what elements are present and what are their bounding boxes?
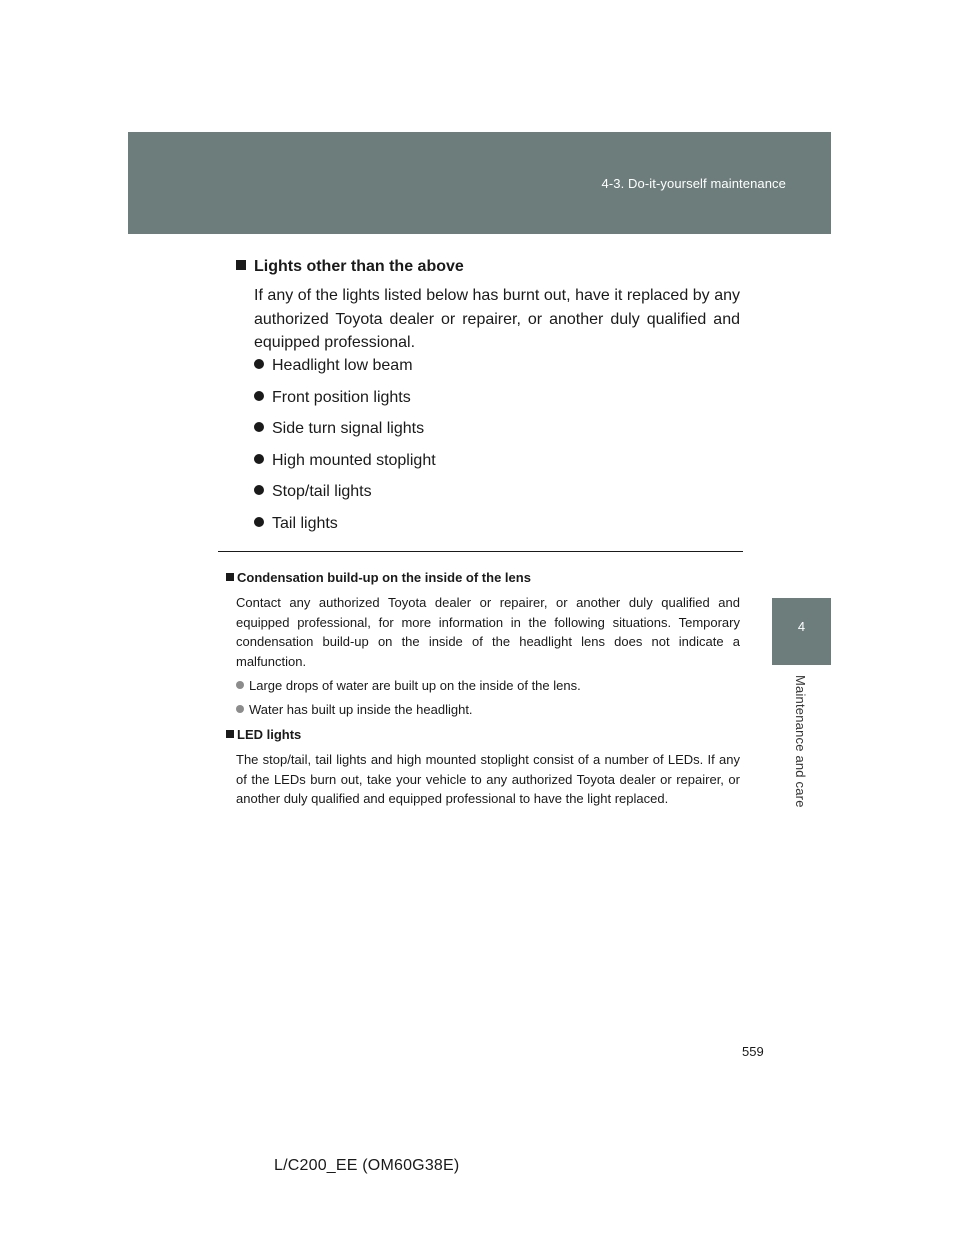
- bullet-dot-icon: [236, 705, 244, 713]
- note-bullet-text: Water has built up inside the headlight.: [249, 702, 473, 717]
- section-title: 4-3. Do-it-yourself maintenance: [601, 176, 786, 191]
- bullet-dot-icon: [254, 454, 264, 464]
- note-bullet: [236, 676, 740, 695]
- note-body-text: Contact any authorized Toyota dealer or repairer, or another duly qualified and equipped professional, for more information in the following situations. Temporary condensation build-up on the inside of the headlight lens does not indicate a malfunction.: [236, 595, 740, 669]
- document-code: L/C200_EE (OM60G38E): [274, 1157, 460, 1174]
- list-item: [254, 451, 436, 483]
- square-bullet-icon: [236, 260, 246, 270]
- list-item-text: High mounted stoplight: [272, 451, 436, 469]
- bullet-dot-icon: [254, 391, 264, 401]
- list-item-text: Headlight low beam: [272, 357, 413, 374]
- note-heading-text: Condensation build-up on the inside of the lens: [237, 570, 531, 585]
- main-heading-text: Lights other than the above: [254, 258, 464, 275]
- list-item: [254, 356, 436, 388]
- bullet-dot-icon: [254, 485, 264, 495]
- section-header-bar: [128, 132, 831, 234]
- note-heading: [226, 727, 740, 742]
- bullet-dot-icon: [254, 422, 264, 432]
- note-condensation: [226, 570, 740, 719]
- bullet-dot-icon: [254, 359, 264, 369]
- list-item-text: Front position lights: [272, 388, 411, 406]
- square-bullet-icon: [226, 730, 234, 738]
- note-led-lights: [226, 727, 740, 809]
- main-body-text: If any of the lights listed below has burnt out, have it replaced by any authorized Toyota dealer or repairer, or another duly qualified and equipped professional.: [254, 287, 740, 351]
- list-item-text: Stop/tail lights: [272, 483, 372, 500]
- list-item: [254, 388, 436, 420]
- note-heading-text: LED lights: [237, 727, 302, 742]
- list-item: [254, 514, 436, 546]
- list-item-text: Tail lights: [272, 514, 338, 532]
- chapter-title: Maintenance and care: [793, 675, 808, 808]
- bullet-dot-icon: [236, 681, 244, 689]
- bullet-dot-icon: [254, 517, 264, 527]
- list-item: [254, 482, 436, 514]
- chapter-number: 4: [797, 619, 806, 634]
- note-heading: [226, 570, 740, 585]
- note-body-text: The stop/tail, tail lights and high mounted stoplight consist of a number of LEDs. If any of the LEDs burn out, take your vehicle to any authorized Toyota dealer or repairer, or another duly qualified and equipped professional to have the light replaced.: [236, 752, 740, 806]
- main-heading: [236, 258, 464, 276]
- note-bullet-text: Large drops of water are built up on the inside of the lens.: [249, 678, 581, 693]
- note-bullet: [236, 700, 740, 719]
- lights-list: [254, 356, 436, 545]
- section-divider: [218, 551, 743, 552]
- page-number: 559: [742, 1044, 764, 1059]
- list-item-text: Side turn signal lights: [272, 420, 425, 437]
- list-item: [254, 419, 436, 451]
- chapter-tab: [772, 598, 831, 665]
- square-bullet-icon: [226, 573, 234, 581]
